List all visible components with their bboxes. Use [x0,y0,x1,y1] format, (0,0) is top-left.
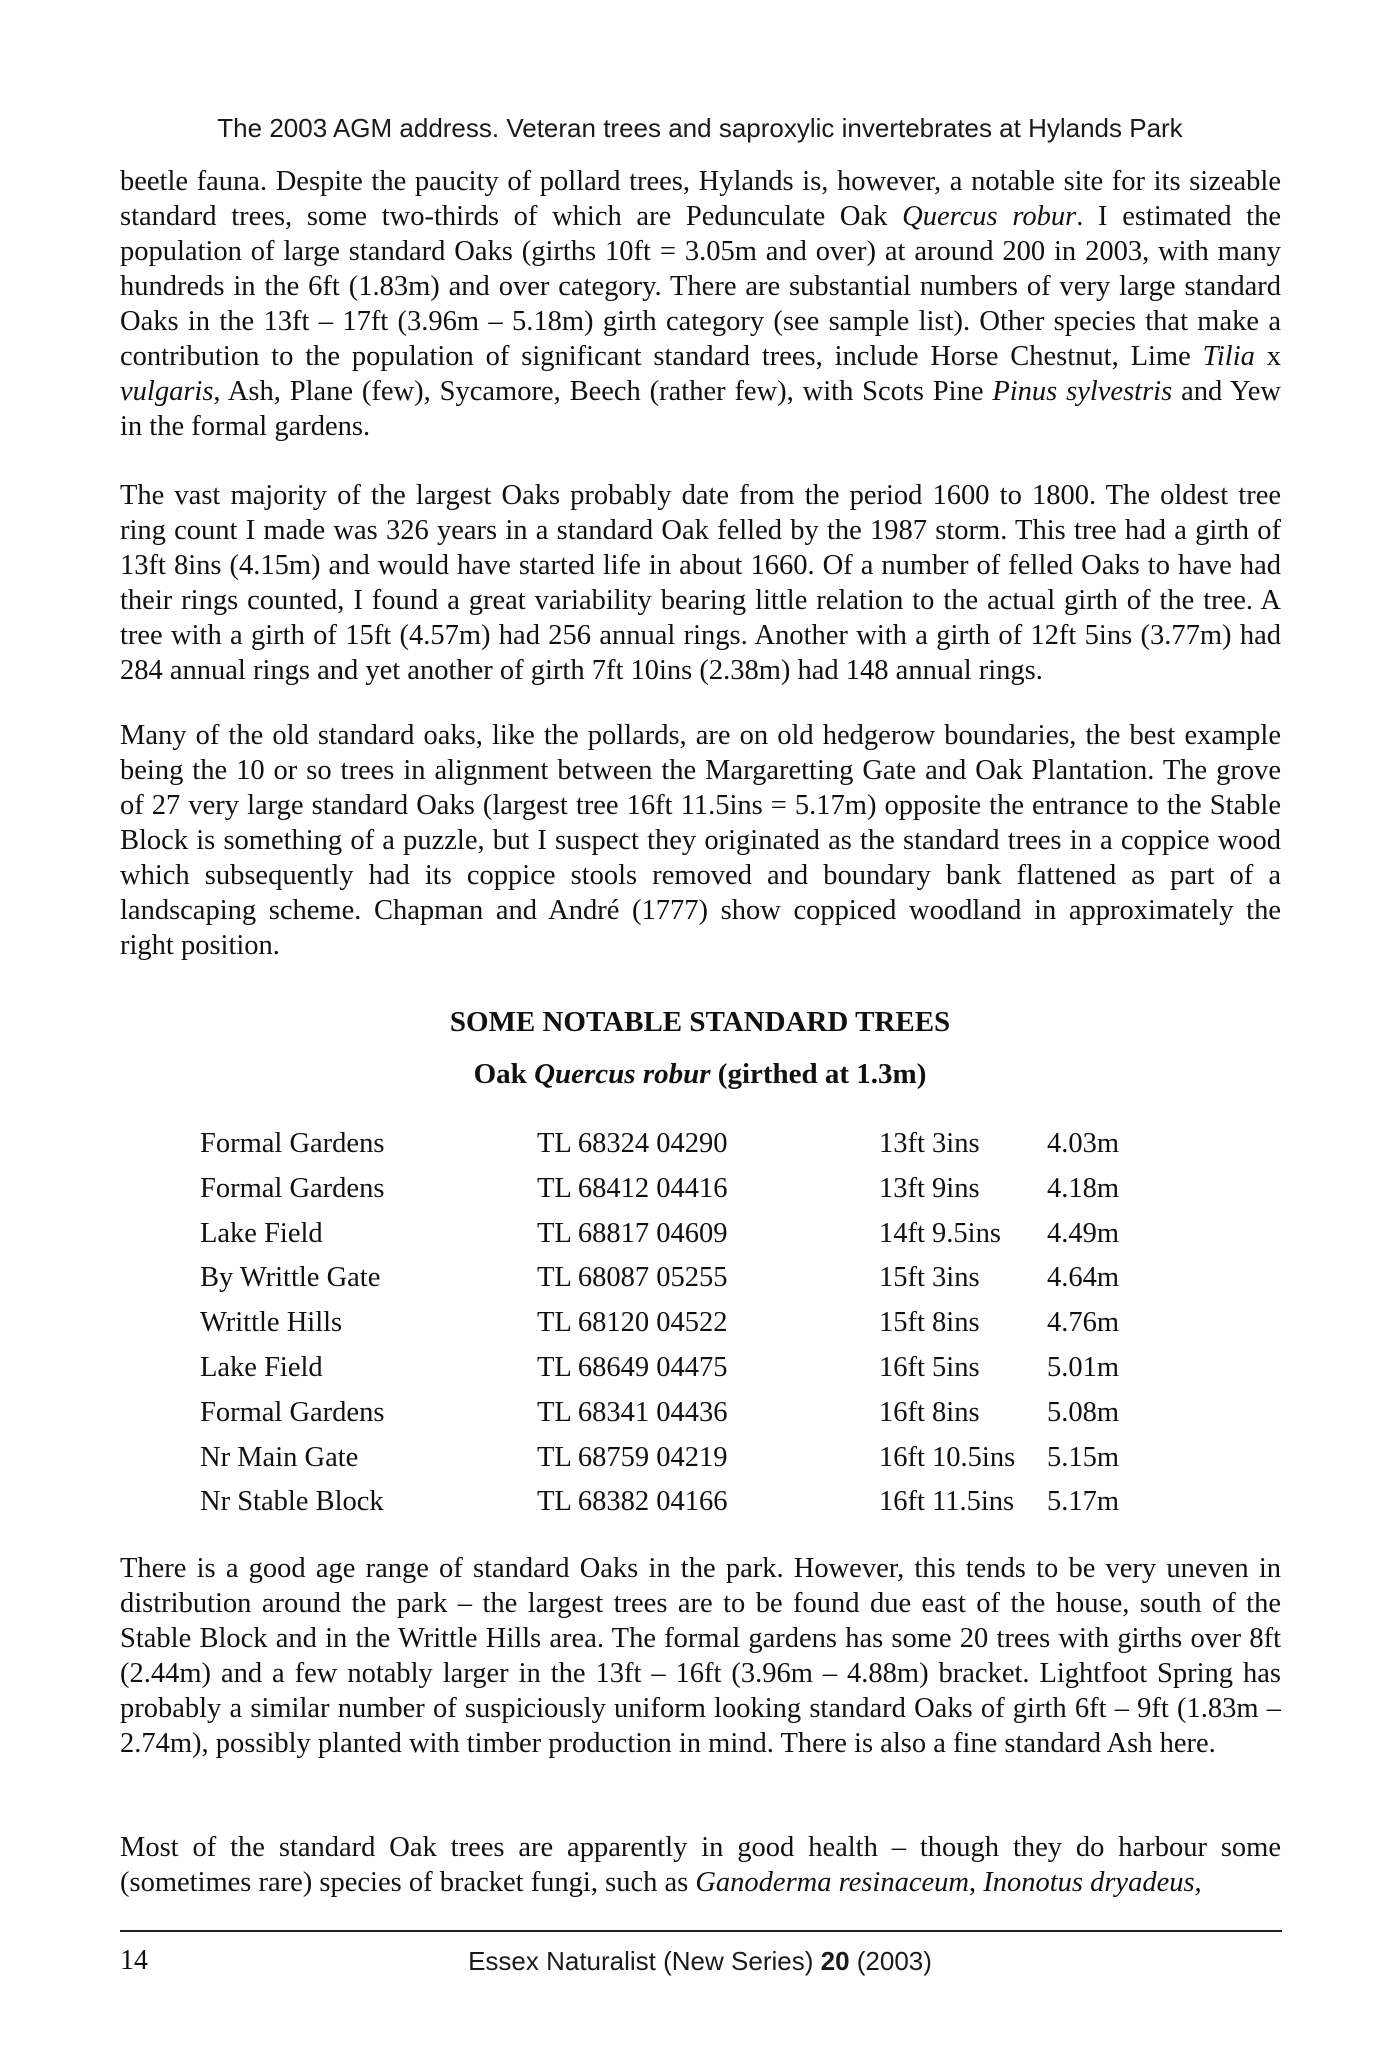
table-row [200,1301,1137,1346]
page-number: 14 [120,1945,148,1976]
grid-ref-cell: TL 68817 04609 [537,1217,728,1249]
girth-imperial-cell: 13ft 3ins [879,1128,980,1159]
table-title: SOME NOTABLE STANDARD TREES [449,1006,951,1038]
paragraph-5 [120,1830,1281,1900]
p5-species-inonotus: Inonotus dryadeus, [983,1867,1202,1898]
grid-ref-cell: TL 68412 04416 [537,1172,728,1204]
girth-imperial-cell: 16ft 10.5ins [879,1441,1016,1473]
grid-ref-cell: TL 68759 04219 [537,1441,728,1473]
girth-imperial-cell: 15ft 3ins [879,1262,980,1294]
location-cell: Lake Field [200,1217,323,1249]
p1-species-tilia: Tilia [1202,341,1255,372]
girth-metric-cell: 4.18m [1047,1172,1120,1204]
grid-ref-cell: TL 68649 04475 [537,1351,728,1383]
girth-imperial-cell: 14ft 9.5ins [879,1217,1001,1249]
table-row [200,1167,1137,1212]
p1-text-i: and Yew in the formal gardens. [120,376,1281,442]
running-header: The 2003 AGM address. Veteran trees and saproxylic invertebrates at Hylands Park [217,113,1183,143]
location-cell: By Writtle Gate [200,1262,381,1294]
p5-species-ganoderma: Ganoderma resinaceum [695,1867,969,1898]
table-row [200,1256,1137,1301]
table-row [200,1122,1137,1167]
table-row [200,1391,1137,1436]
location-cell: Nr Main Gate [200,1441,359,1473]
grid-ref-cell: TL 68341 04436 [537,1396,728,1428]
girth-imperial-cell: 16ft 5ins [879,1351,980,1383]
p1-species-pinus: Pinus sylvestris [992,376,1173,407]
p1-species-vulgaris: vulgaris [120,376,214,407]
p1-species-quercus: Quercus robur [902,201,1077,232]
girth-metric-cell: 5.08m [1047,1396,1120,1428]
grid-ref-cell: TL 68087 05255 [537,1262,728,1294]
p1-text-a: beetle fauna. Despite the paucity of pollard trees, Hylands is, however, a notable site for its sizeable standard trees, some two-thirds of which are Pedunculate Oak [120,166,1281,232]
paragraph-3: Many of the old standard oaks, like the pollards, are on old hedgerow boundaries, the best example being the 10 or so trees in alignment between the Margaretting Gate and Oak Plantation. The grove of 27 very large standard Oaks (largest tree 16ft 11.5ins = 5.17m) opposite the entrance to the Stable Block is something of a puzzle, but I suspect they originated as the standard trees in a coppice wood which subsequently had its coppice stools removed and boundary bank flattened as part of a landscaping scheme. Chapman and André (1777) show coppiced woodland in approximately the right position. [120,720,1281,961]
girth-metric-cell: 5.15m [1047,1441,1120,1473]
table-subtitle [0,1058,1400,1091]
girth-imperial-cell: 13ft 9ins [879,1172,980,1204]
location-cell: Nr Stable Block [200,1486,384,1518]
table-row [200,1212,1137,1257]
table-row [200,1480,1137,1525]
p1-text-e: x [1254,341,1281,372]
girth-metric-cell: 4.03m [1047,1128,1120,1159]
p5-text-c: , [968,1867,984,1898]
girth-imperial-cell: 15ft 8ins [879,1307,980,1339]
table-subtitle-c: (girthed at 1.3m) [710,1058,927,1090]
table-row [200,1436,1137,1481]
location-cell: Lake Field [200,1351,323,1383]
grid-ref-cell: TL 68120 04522 [537,1307,728,1339]
journal-volume: 20 [820,1946,850,1976]
location-cell: Writtle Hills [200,1307,343,1339]
location-cell: Formal Gardens [200,1172,385,1204]
girth-metric-cell: 5.17m [1047,1486,1120,1518]
notable-trees-table [200,1122,1137,1525]
girth-metric-cell: 4.49m [1047,1217,1120,1249]
girth-imperial-cell: 16ft 8ins [879,1396,980,1428]
girth-metric-cell: 4.76m [1047,1307,1120,1339]
p1-text-c: . I estimated the population of large standard Oaks (girths 10ft = 3.05m and over) at around 200 in 2003, with many hundreds in the 6ft (1.83m) and over category. There are substantial numbers of very large standard Oaks in the 13ft – 17ft (3.96m – 5.18m) girth category (see sample list). Other species that make a contribution to the population of significant standard trees, include Horse Chestnut, Lime [120,201,1281,372]
paragraph-1 [120,164,1281,444]
journal-name: Essex Naturalist (New Series) [468,1946,821,1976]
location-cell: Formal Gardens [200,1128,385,1159]
girth-metric-cell: 4.64m [1047,1262,1120,1294]
grid-ref-cell: TL 68324 04290 [537,1128,728,1159]
journal-footer [0,1946,1400,1977]
paragraph-4: There is a good age range of standard Oaks in the park. However, this tends to be very uneven in distribution around the park – the largest trees are to be found due east of the house, south of the Stable Block and in the Writtle Hills area. The formal gardens has some 20 trees with girths over 8ft (2.44m) and a few notably larger in the 13ft – 16ft (3.96m – 4.88m) bracket. Lightfoot Spring has probably a similar number of suspiciously uniform looking standard Oaks of girth 6ft – 9ft (1.83m – 2.74m), possibly planted with timber production in mind. There is also a fine standard Ash here. [120,1553,1281,1759]
table-subtitle-species: Quercus robur [534,1058,711,1090]
footer-rule [120,1930,1282,1932]
journal-year: (2003) [849,1946,932,1976]
girth-imperial-cell: 16ft 11.5ins [879,1486,1015,1518]
girth-metric-cell: 5.01m [1047,1351,1120,1383]
paragraph-2: The vast majority of the largest Oaks probably date from the period 1600 to 1800. The oldest tree ring count I made was 326 years in a standard Oak felled by the 1987 storm. This tree had a girth of 13ft 8ins (4.15m) and would have started life in about 1660. Of a number of felled Oaks to have had their rings counted, I found a great variability bearing little relation to the actual girth of the tree. A tree with a girth of 15ft (4.57m) had 256 annual rings. Another with a girth of 12ft 5ins (3.77m) had 284 annual rings and yet another of girth 7ft 10ins (2.38m) had 148 annual rings. [120,480,1281,686]
p5-text-a: Most of the standard Oak trees are apparently in good health – though they do harbour some (sometimes rare) species of bracket fungi, such as [120,1832,1281,1898]
table-subtitle-a: Oak [473,1058,535,1090]
table-row [200,1346,1137,1391]
grid-ref-cell: TL 68382 04166 [537,1486,728,1518]
p1-text-g: , Ash, Plane (few), Sycamore, Beech (rather few), with Scots Pine [213,376,993,407]
location-cell: Formal Gardens [200,1396,385,1428]
